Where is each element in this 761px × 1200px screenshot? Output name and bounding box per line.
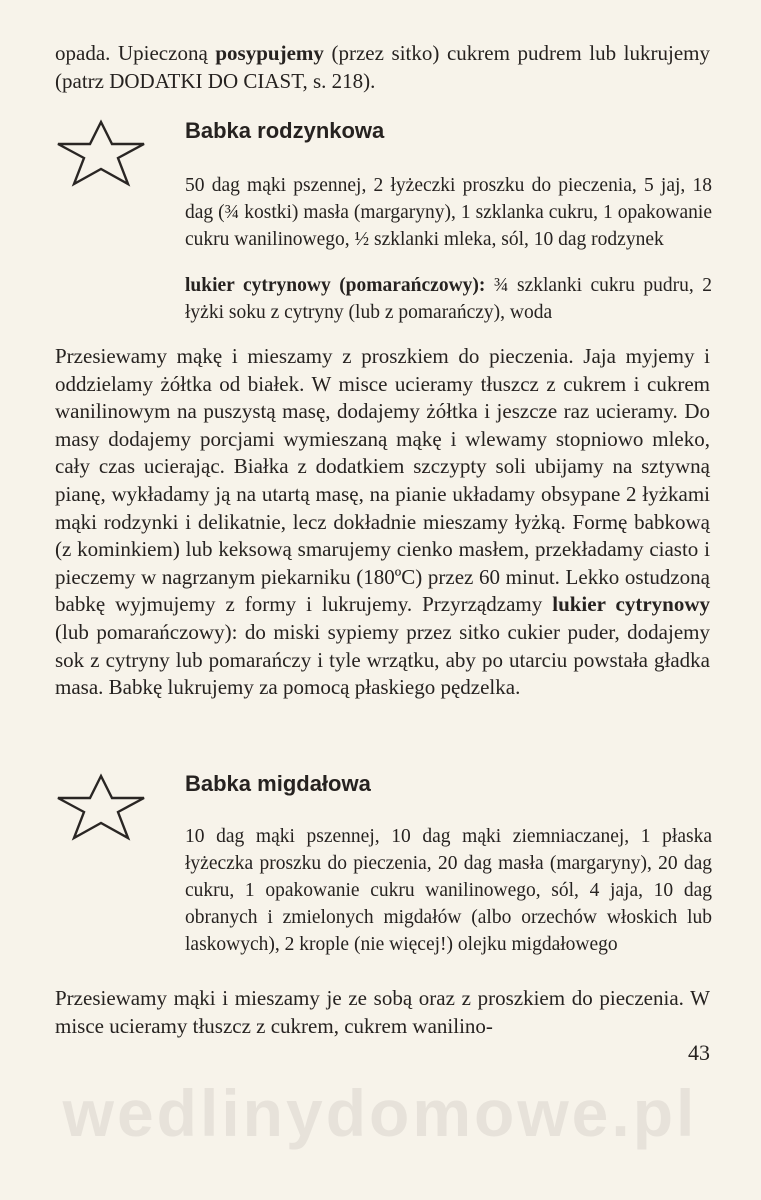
watermark: wedlinydomowe.pl (62, 1076, 698, 1150)
method-babka-rodzynkowa: Przesiewamy mąkę i mieszamy z proszkiem do pieczenia. Jaja myjemy i oddzielamy żółtka od białek. W misce ucieramy tłuszcz z cukrem i cukrem wanilinowym na puszystą masę, dodajemy żółtka i jeszcze raz ucieramy. Do masy dodajemy porcjami wymieszaną mąkę i wlewamy stopniowo mleko, cały czas ucierając. Białka z dodatkiem szczypty soli ubijamy na sztywną pianę, wykładamy ją na utartą masę, na pianie układamy obsypane 2 łyżkami mąki rodzynki i delikatnie, lecz dokładnie mieszamy łyżką. Formę babkową (z kominkiem) lub keksową smarujemy cienko masłem, przekładamy ciasto i pieczemy w nagrzanym piekarniku (180ºC) przez 60 minut. Lekko ostudzoną babkę wyjmujemy z formy i lukrujemy. Przyrządzamy lukier cytrynowy (lub pomarańczowy): do miski sypiemy przez sitko cukier puder, dodajemy sok z cytryny lub pomarańczy i tyle wrzątku, aby po utarciu powstała gładka masa. Babkę lukrujemy za pomocą płaskiego pędzelka. (55, 344, 710, 700)
recipe-title-babka-migdalowa: Babka migdałowa (185, 771, 371, 796)
ingredients-babka-rodzynkowa: 50 dag mąki pszennej, 2 łyżeczki proszku do pieczenia, 5 jaj, 18 dag (¾ kostki) masła (margaryny), 1 szklanka cukru, 1 opakowanie cukru wanilinowego, ½ szklanki mleka, sól, 10 dag rodzynek (185, 175, 712, 250)
intro-paragraph: opada. Upieczoną posypujemy (przez sitko) cukrem pudrem lub lukrujemy (patrz DODATKI DO CIAST, s. 218). (55, 41, 710, 93)
star-icon (46, 770, 156, 844)
method-babka-migdalowa: Przesiewamy mąki i mieszamy je ze sobą oraz z proszkiem do pieczenia. W misce ucieramy tłuszcz z cukrem, cukrem wanilino- (55, 986, 710, 1038)
icing-ingredients: lukier cytrynowy (pomarańczowy): ¾ szklanki cukru pudru, 2 łyżki soku z cytryny (lub z pomarańczy), woda (185, 275, 712, 323)
page-number: 43 (688, 1040, 710, 1065)
recipe-title-babka-rodzynkowa: Babka rodzynkowa (185, 118, 385, 143)
ingredients-babka-migdalowa: 10 dag mąki pszennej, 10 dag mąki ziemniaczanej, 1 płaska łyżeczka proszku do pieczenia, 20 dag masła (margaryny), 20 dag cukru, 1 opakowanie cukru wanilinowego, sól, 4 jaja, 10 dag obranych i zmielonych migdałów (albo orzechów włoskich lub laskowych), 2 krople (nie więcej!) olejku migdałowego (185, 826, 712, 955)
star-icon (46, 116, 156, 190)
